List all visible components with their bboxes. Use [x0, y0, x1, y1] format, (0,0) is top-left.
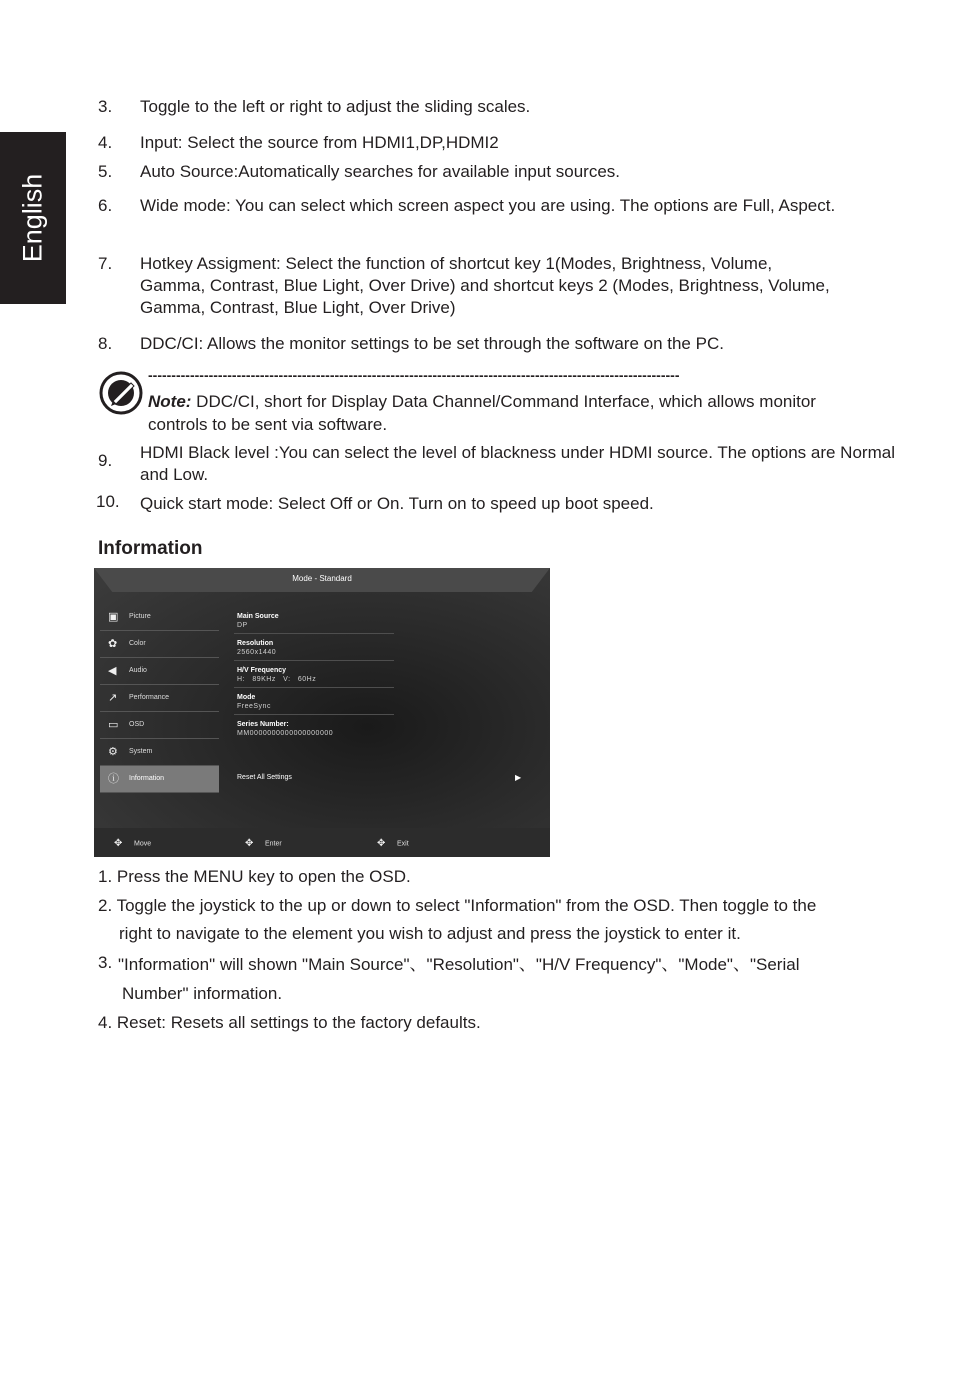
info-label: Resolution [237, 640, 274, 647]
step-3-number: 3. [98, 953, 113, 972]
info-value: H: 89KHz V: 60Hz [237, 676, 317, 683]
osd-window-icon: ▭ [108, 719, 119, 731]
joystick-enter-icon: ✥ [245, 838, 254, 849]
gear-icon: ⚙ [108, 746, 118, 758]
note-text [148, 390, 828, 436]
step-4: 4. Reset: Resets all settings to the factory defaults. [98, 1013, 481, 1032]
info-divider [234, 633, 394, 634]
info-divider [234, 714, 394, 715]
osd-bottom-bar [94, 828, 550, 857]
step-3: "Information" will shown "Main Source"、"Resolution"、"H/V Frequency"、"Mode"、"Serial [118, 955, 800, 974]
joystick-move-icon: ✥ [114, 838, 123, 849]
info-label: Series Number: [237, 721, 289, 728]
section-title: Information [98, 538, 203, 559]
language-tab [0, 132, 66, 304]
osd-menu-label: Audio [129, 667, 147, 674]
info-value: 2560x1440 [237, 649, 277, 656]
note-label: Note: [148, 392, 192, 411]
osd-menu-label: Information [129, 775, 165, 782]
step-2: 2. Toggle the joystick to the up or down to select "Information" from the OSD. Then toggle to the [98, 896, 817, 915]
osd-screenshot [94, 568, 550, 857]
chevron-right-icon[interactable]: ▶ [515, 773, 522, 782]
list-item-number: 10. [96, 492, 120, 511]
osd-menu-label: Picture [129, 613, 151, 620]
move-hint [114, 838, 151, 849]
list-item-text: Quick start mode: Select Off or On. Turn on to speed up boot speed. [140, 494, 654, 513]
exit-hint-label: Exit [397, 840, 409, 848]
info-label: H/V Frequency [237, 667, 287, 674]
reset-all-settings-item[interactable]: Reset All Settings [237, 774, 292, 781]
list-item-number: 8. [98, 334, 113, 353]
move-hint-label: Move [134, 840, 152, 848]
step-3-continued: Number" information. [122, 984, 283, 1003]
info-divider [234, 660, 394, 661]
info-value: MM0000000000000000000 [237, 730, 334, 737]
list-item-text: DDC/CI: Allows the monitor settings to be set through the software on the PC. [140, 334, 724, 353]
info-divider [234, 687, 394, 688]
list-item-text: Toggle to the left or right to adjust the sliding scales. [140, 97, 531, 116]
list-item-text: HDMI Black level :You can select the level of blackness under HDMI source. The options are Normal and Low. [140, 443, 895, 484]
osd-menu-label: System [129, 748, 153, 755]
info-value: DP [237, 622, 248, 629]
info-label: Main Source [237, 613, 279, 620]
picture-icon: ▣ [108, 611, 119, 623]
note-body: DDC/CI, short for Display Data Channel/Command Interface, which allows monitor controls to be sent via software. [148, 392, 816, 434]
list-item-number: 9. [98, 451, 113, 470]
speaker-icon: ◀ [108, 665, 117, 677]
enter-hint-label: Enter [265, 840, 282, 848]
palette-icon: ✿ [108, 638, 118, 650]
osd-menu-label: Color [129, 640, 146, 647]
step-2-continued: right to navigate to the element you wish to adjust and press the joystick to enter it. [119, 924, 741, 943]
osd-menu-information[interactable] [100, 766, 219, 793]
language-tab-label: English [17, 173, 48, 263]
osd-menu-label: Performance [129, 694, 170, 701]
list-item-text: Auto Source:Automatically searches for available input sources. [140, 162, 621, 181]
info-icon: ⓘ [108, 773, 119, 785]
list-item-number: 7. [98, 254, 113, 273]
osd-menu-label: OSD [129, 721, 145, 728]
list-item-text: Input: Select the source from HDMI1,DP,HDMI2 [140, 133, 499, 152]
osd-menu-audio[interactable] [100, 658, 219, 685]
info-value: FreeSync [237, 703, 271, 710]
osd-menu-osd[interactable] [100, 712, 219, 739]
note-pen-icon [98, 370, 144, 416]
exit-hint [377, 838, 409, 849]
osd-menu-color[interactable] [100, 631, 219, 658]
list-item-number: 4. [98, 133, 113, 152]
trend-arrow-icon: ↗ [108, 692, 118, 704]
list-item-number: 6. [98, 196, 113, 215]
list-item-number: 5. [98, 162, 113, 181]
list-item-text: Wide mode: You can select which screen aspect you are using. The options are Full, Aspect. [140, 196, 836, 215]
osd-menu-system[interactable] [100, 739, 219, 766]
list-item-number: 3. [98, 97, 113, 116]
enter-hint [245, 838, 282, 849]
list-item-text: Hotkey Assigment: Select the function of shortcut key 1(Modes, Brightness, Volume, Gamma, Contrast, Blue Light, Over Drive) and shortcut keys 2 (Modes, Brightness, Volume, Gamma, Contrast, Blue Light, Over Drive) [140, 254, 830, 317]
osd-title: Mode - Standard [292, 574, 352, 583]
note-divider: ------------------------------------------------------------------------------------------------------------------ [148, 370, 680, 380]
osd-menu-picture[interactable] [100, 604, 219, 631]
info-label: Mode [237, 694, 256, 701]
osd-menu-performance[interactable] [100, 685, 219, 712]
step-1: 1. Press the MENU key to open the OSD. [98, 867, 411, 886]
joystick-exit-icon: ✥ [377, 838, 386, 849]
